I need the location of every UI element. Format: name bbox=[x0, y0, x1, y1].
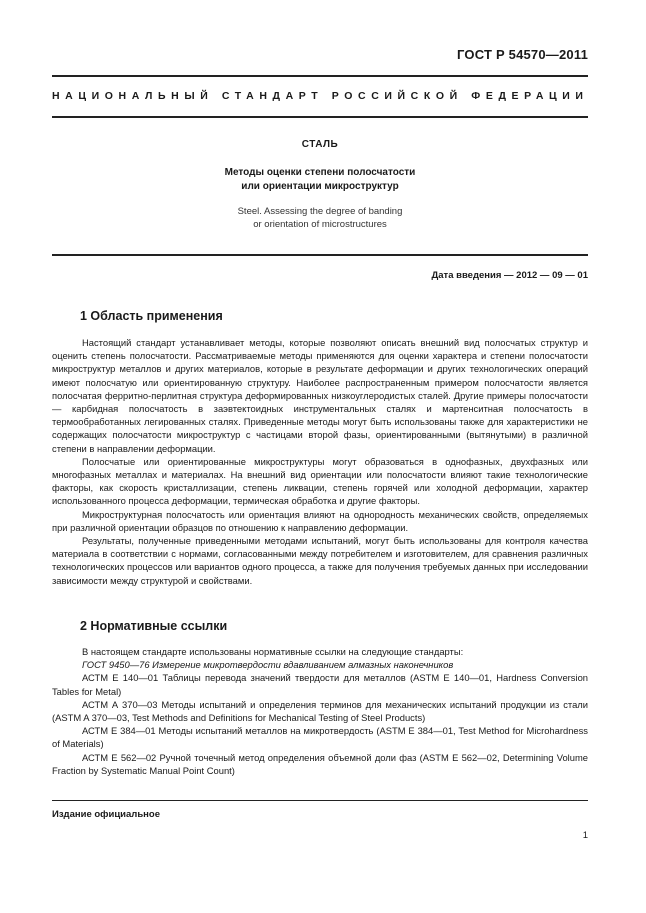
subject-title: СТАЛЬ bbox=[301, 139, 339, 150]
introduction-date: Дата введения — 2012 — 09 — 01 bbox=[431, 270, 588, 281]
english-title-line: or orientation of microstructures bbox=[253, 219, 387, 230]
references-intro: В настоящем стандарте использованы нормативные ссылки на следующие стандарты: bbox=[82, 646, 464, 657]
section-1-heading: 1 Область применения bbox=[80, 309, 223, 323]
top-rule bbox=[52, 75, 588, 77]
russian-title bbox=[52, 166, 588, 194]
reference-item: АСТМ Е 384—01 Методы испытаний металлов на микротвердость (ASTM E 384—01, Test Method for Microhardness of Materials) bbox=[52, 725, 588, 750]
paragraph: Полосчатые или ориентированные микроструктуры могут образоваться в однофазных, двухфазных или многофазных металлах и материалах. На внешний вид ориентации или полосчатости влияют такие технологические факторы, как скорость кристаллизации, степень ликвации, степень горячей или холодной деформации, характер использованного процесса деформации, термическая обработка и другие факторы. bbox=[52, 455, 588, 507]
reference-item: ГОСТ 9450—76 Измерение микротвердости вдавливанием алмазных наконечников bbox=[82, 659, 454, 671]
paragraph: Настоящий стандарт устанавливает методы, которые позволяют описать внешний вид полосчатых структур и оценить степень полосчатости. Рассматриваемые методы применяются для оценки характера и степени полосчатости микроструктур металлов и других материалов, которые в результате деформации и других технологических операций имеют полосчатую или ориентированную структуру. Наиболее распространенным примером полосчатости является полосчатая ферритно-перлитная структура деформированных низкоуглеродистых сталей. Другие примеры полосчатости — карбидная полосчатость в заэвтектоидных инструментальных сталях и мартенситная полосчатость в термообработанных легированных сталях. Приведенные методы могут быть использованы также для характеристики не содержащих полосчатости микроструктур с частицами второй фазы, ориентированными (вытянутыми) в различной степени в направлении деформации. bbox=[52, 337, 588, 454]
reference-item: АСТМ А 370—03 Методы испытаний и определения терминов для механических испытаний продукции из стали (ASTM A 370—03, Test Methods and Definitions for Mechanical Testing of Steel Products) bbox=[52, 698, 588, 724]
section-2-heading: 2 Нормативные ссылки bbox=[80, 619, 228, 633]
section-2-body bbox=[52, 645, 588, 777]
russian-title-line: Методы оценки степени полосчатости bbox=[224, 167, 416, 178]
russian-title-line: или ориентации микроструктур bbox=[241, 181, 399, 192]
national-standard-banner: НАЦИОНАЛЬНЫЙ СТАНДАРТ РОССИЙСКОЙ ФЕДЕРАЦИИ bbox=[52, 90, 589, 102]
banner-rule bbox=[52, 116, 588, 118]
reference-item: АСТМ Е 562—02 Ручной точечный метод определения объемной доли фаз (ASTM E 562—02, Determining Volume Fraction by Systematic Manual Point Count) bbox=[52, 751, 588, 776]
official-edition-label: Издание официальное bbox=[52, 809, 160, 820]
english-title-line: Steel. Assessing the degree of banding bbox=[237, 206, 403, 217]
paragraph: Микроструктурная полосчатость или ориентация влияют на однородность механических свойств, определяемых при различной ориентации образцов по отношению к направлению деформации. bbox=[52, 508, 588, 533]
title-rule bbox=[52, 254, 588, 256]
footer-rule bbox=[52, 800, 588, 801]
section-1-body bbox=[52, 336, 588, 587]
page-number: 1 bbox=[582, 830, 588, 841]
english-title bbox=[52, 205, 588, 231]
document-code: ГОСТ Р 54570—2011 bbox=[457, 47, 588, 62]
reference-item: АСТМ Е 140—01 Таблицы перевода значений твердости для металлов (ASTM E 140—01, Hardness Conversion Tables for Metal) bbox=[52, 672, 588, 697]
paragraph: Результаты, полученные приведенными методами испытаний, могут быть использованы для контроля качества материала в соответствии с нормами, согласованными между потребителем и изготовителем, для сравнения различных технологических процессов или вариантов одного процесса, а также для получения требуемых данных при исследовании зависимости между структурой и свойствами. bbox=[52, 535, 588, 586]
